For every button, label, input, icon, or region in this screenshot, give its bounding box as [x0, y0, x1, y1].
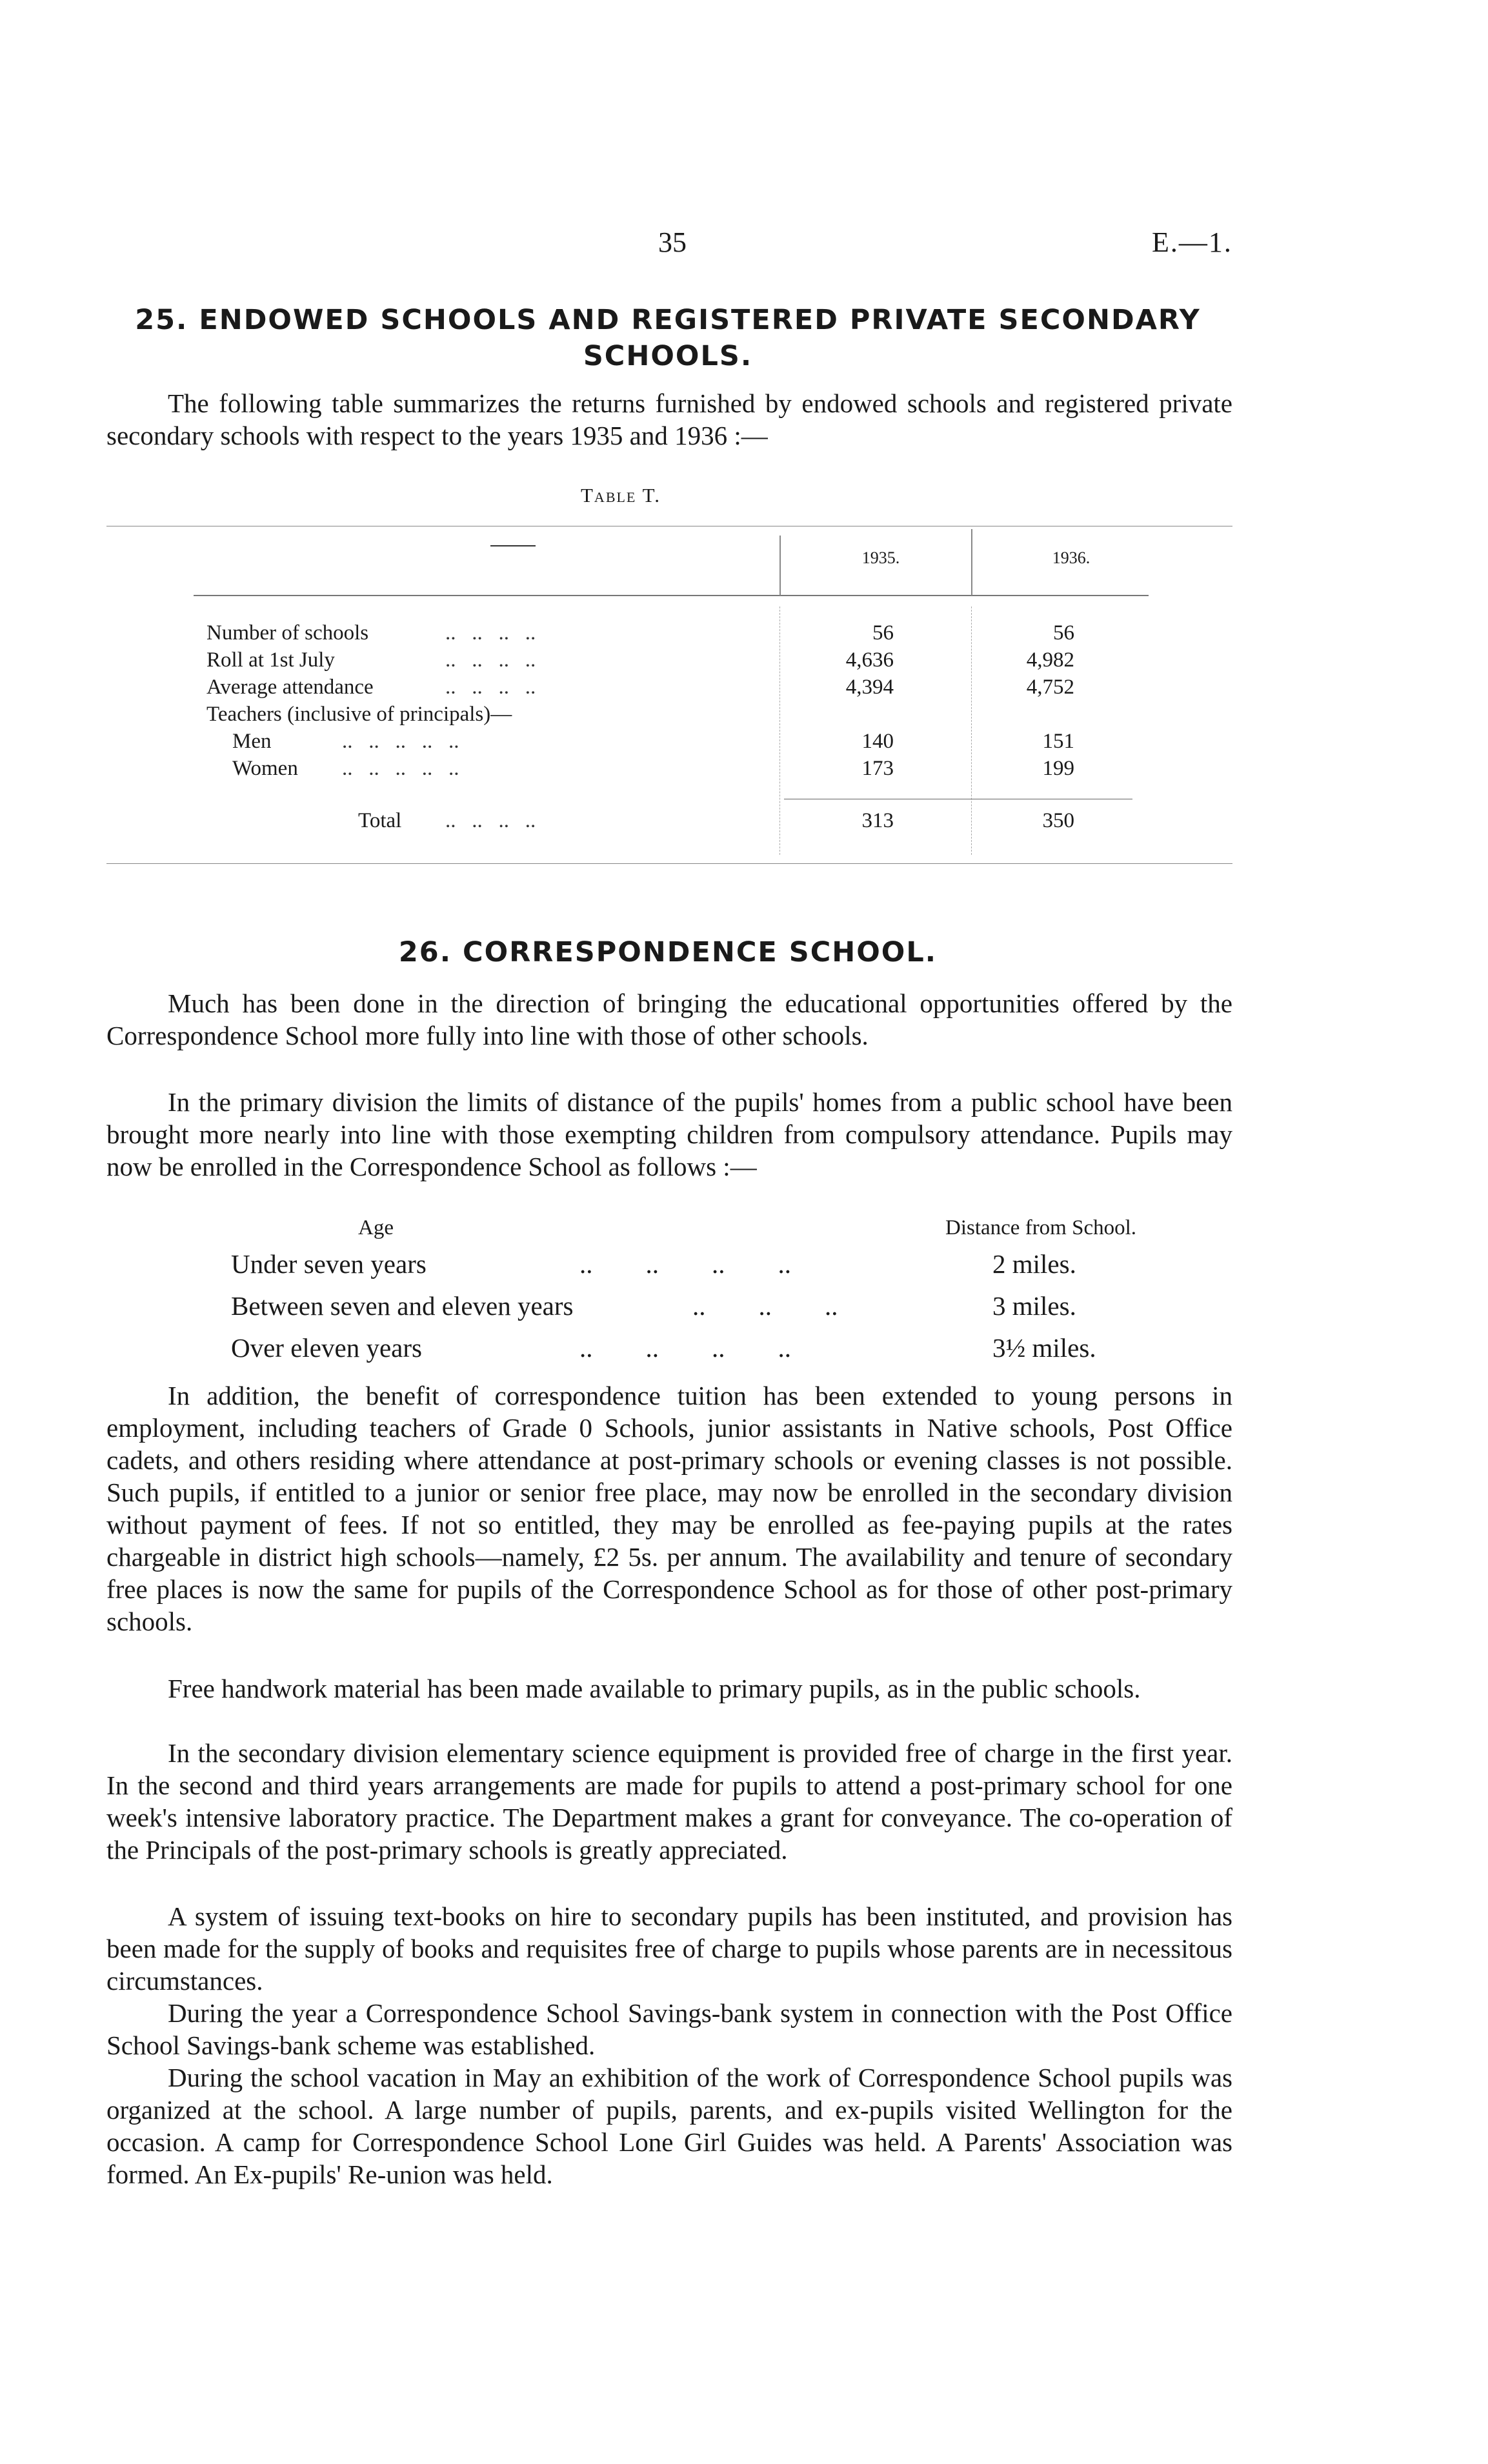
total-label: Total [358, 809, 402, 832]
row-leader: .. .. .. .. .. [342, 757, 459, 780]
cell-1935: 4,636 [845, 648, 894, 672]
age-column-head: Age [358, 1216, 394, 1239]
paragraph-4: Free handwork material has been made available to primary pupils, as in the public schools. [168, 1674, 1141, 1703]
table-stub-head [490, 545, 536, 546]
cell-total-1935: 313 [861, 809, 894, 832]
table-col-divider-1 [779, 536, 781, 596]
section-25-intro: The following table summarizes the returns furnished by endowed schools and registered private secondary schools with respect to the years 1935 and 1936 :— [106, 388, 1232, 450]
age-leader: .. .. .. [692, 1291, 838, 1321]
row-label: Average attendance [206, 676, 374, 699]
distance-column-head: Distance from School. [945, 1216, 1137, 1239]
table-caption: Table T. [581, 484, 661, 506]
age-leader: .. .. .. .. [579, 1249, 791, 1279]
age-row [231, 1332, 1134, 1365]
row-leader: .. .. .. .. [445, 621, 536, 645]
section-25-heading-line1: 25. ENDOWED SCHOOLS AND REGISTERED PRIVATE SECONDARY [135, 304, 1201, 336]
age-distance: 3 miles. [992, 1291, 1076, 1321]
cell-1936: 151 [1042, 730, 1074, 753]
paragraph-5: In the secondary division elementary science equipment is provided free of charge in the first year. In the second and third years arrangements are made for pupils to attend a post-primary school for one week's intensive laboratory practice. The Department makes a grant for conveyance. The co-operation of the Principals of the post-primary schools is greatly appreciated. [106, 1738, 1232, 1865]
paragraph-8: During the school vacation in May an exhibition of the work of Correspondence School pupils was organized at the school. A large number of pupils, parents, and ex-pupils visited Wellington for the occasion. A camp for Correspondence School Lone Girl Guides was held. A Parents' Association was formed. An Ex-pupils' Re-union was held. [106, 2063, 1232, 2189]
age-label: Over eleven years [231, 1333, 422, 1363]
cell-1936: 199 [1042, 757, 1074, 780]
paragraph-3: In addition, the benefit of correspondence tuition has been extended to young persons in employment, including teachers of Grade 0 Schools, junior assistants in Native schools, Post Office cadets, and others residing where attendance at post-primary schools or evening classes is not possible. Such pupils, if entitled to a junior or senior free place, may now be enrolled in the secondary division without payment of fees. If not so entitled, they may be enrolled as fee-paying pupils at the rates chargeable in district high schools—namely, £2 5s. per annum. The availability and tenure of secondary free places is now the same for pupils of the Correspondence School as for those of other post-primary schools. [106, 1381, 1232, 1636]
age-label: Under seven years [231, 1249, 427, 1279]
document-code: E.—1. [1152, 226, 1232, 258]
col-head-1936: 1936. [1052, 548, 1091, 567]
cell-1936: 56 [1053, 621, 1074, 645]
age-leader: .. .. .. .. [579, 1333, 791, 1363]
row-label: Teachers (inclusive of principals)— [206, 703, 512, 726]
cell-1935: 173 [861, 757, 894, 780]
paragraph-6: A system of issuing text-books on hire to secondary pupils has been instituted, and provision has been made for the supply of books and requisites free of charge to pupils whose parents are in necessitous circumstances. [106, 1901, 1232, 1996]
cell-total-1936: 350 [1042, 809, 1074, 832]
cell-1935: 4,394 [845, 676, 894, 699]
paragraph-2: In the primary division the limits of distance of the pupils' homes from a public school have been brought more nearly into line with those exempting children from compulsory attendance. Pupils may now be enrolled in the Correspondence School as follows :— [106, 1087, 1232, 1181]
row-leader: .. .. .. .. [445, 648, 536, 672]
table-row [206, 703, 1142, 730]
age-label: Between seven and eleven years [231, 1291, 574, 1321]
row-label: Men [232, 730, 272, 753]
row-leader: .. .. .. .. [445, 809, 536, 832]
row-leader: .. .. .. .. .. [342, 730, 459, 753]
cell-1936: 4,752 [1026, 676, 1074, 699]
age-distance: 3½ miles. [992, 1333, 1096, 1363]
cell-1936: 4,982 [1026, 648, 1074, 672]
cell-1935: 56 [872, 621, 894, 645]
row-label: Roll at 1st July [206, 648, 335, 672]
section-25-heading-line2: SCHOOLS. [583, 340, 753, 372]
table-bottom-rule [106, 863, 1232, 864]
section-25-heading [103, 302, 1232, 374]
age-row [231, 1248, 1134, 1281]
table-head-rule [194, 595, 1149, 596]
age-distance: 2 miles. [992, 1249, 1076, 1279]
section-26-heading: 26. CORRESPONDENCE SCHOOL. [398, 936, 938, 968]
page-number: 35 [658, 226, 687, 258]
row-label: Number of schools [206, 621, 369, 645]
paragraph-7: During the year a Correspondence School Savings-bank system in connection with the Post Office School Savings-bank scheme was established. [106, 1998, 1232, 2060]
col-head-1935: 1935. [861, 548, 900, 567]
cell-1935: 140 [861, 730, 894, 753]
paragraph-1: Much has been done in the direction of bringing the educational opportunities offered by the Correspondence School more fully into line with those of other schools. [106, 988, 1232, 1050]
age-row [231, 1290, 1134, 1323]
row-leader: .. .. .. .. [445, 676, 536, 699]
row-label: Women [232, 757, 298, 780]
